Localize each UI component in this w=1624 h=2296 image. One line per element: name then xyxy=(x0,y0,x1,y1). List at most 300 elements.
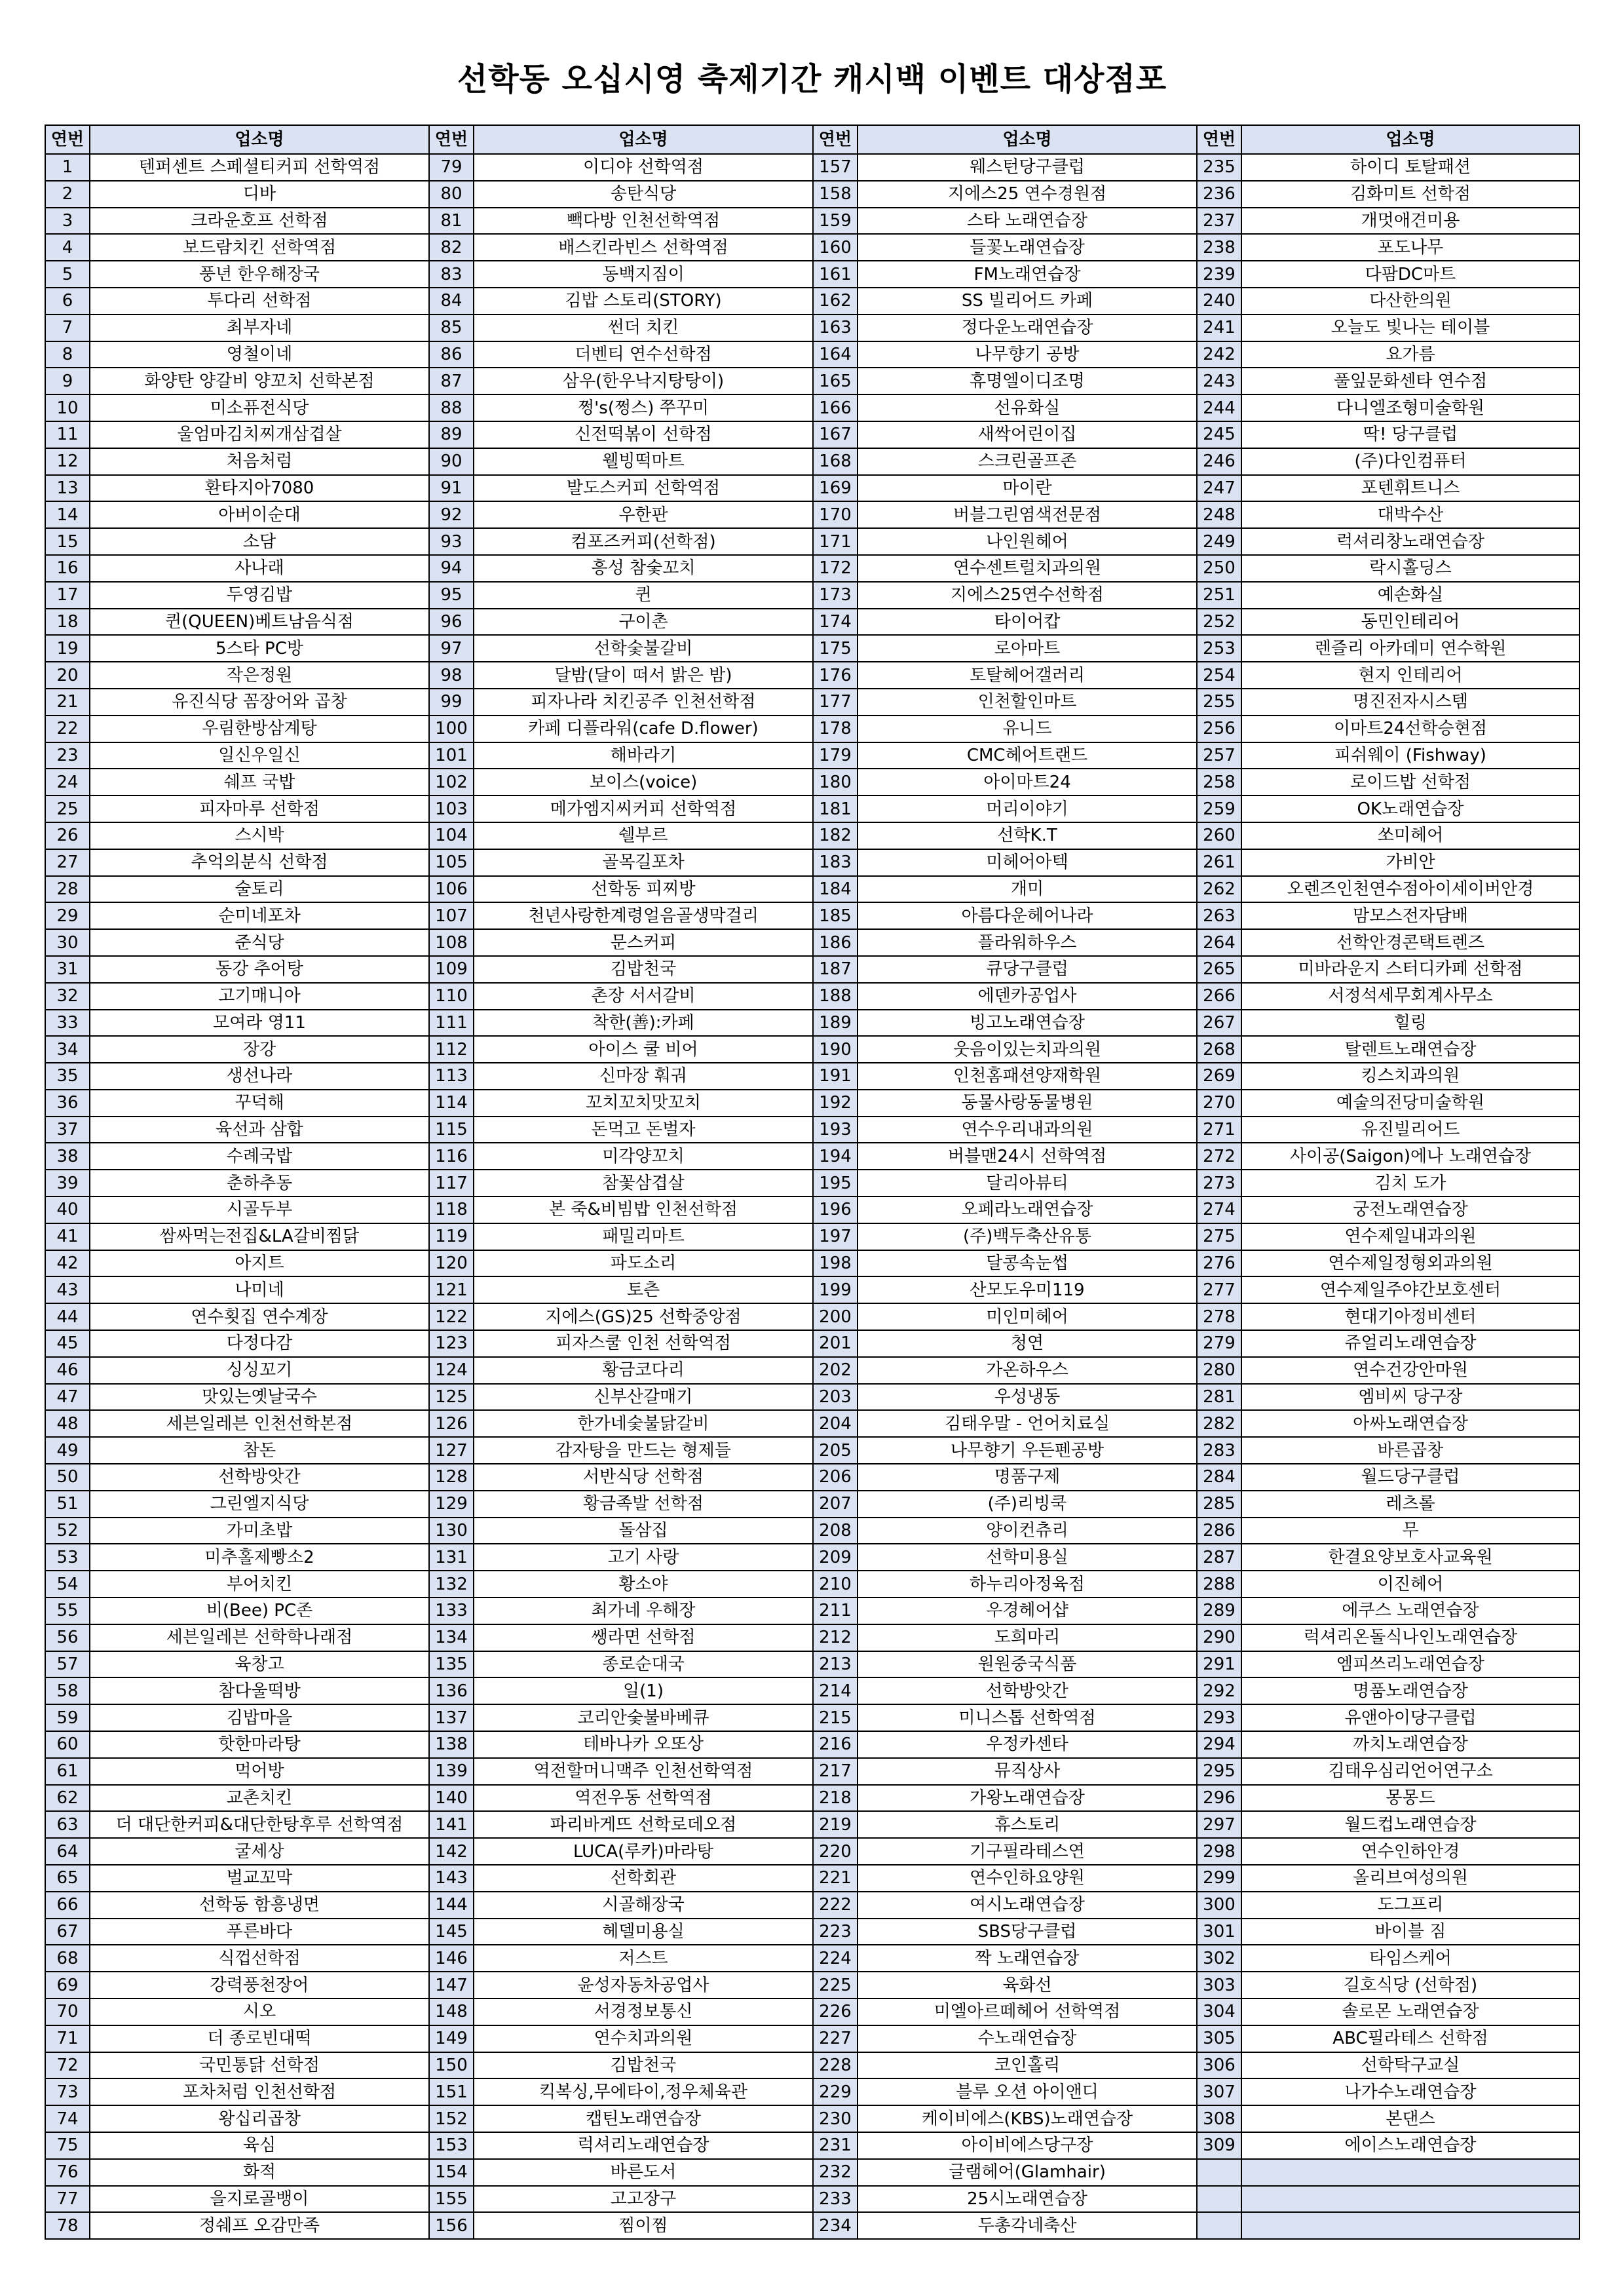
store-name: 유니드 xyxy=(858,716,1197,742)
store-name: 하누리아정육점 xyxy=(858,1571,1197,1598)
store-name: 이디야 선학역점 xyxy=(474,154,813,181)
store-number: 192 xyxy=(813,1090,858,1117)
store-number: 226 xyxy=(813,1999,858,2025)
store-number: 238 xyxy=(1197,234,1241,261)
store-number: 48 xyxy=(45,1410,90,1437)
store-name: 연수제일정형외과의원 xyxy=(1241,1250,1579,1277)
store-number: 2 xyxy=(45,181,90,208)
store-number: 159 xyxy=(813,208,858,235)
store-name: 미헤어아텍 xyxy=(858,849,1197,876)
store-name: 미인미헤어 xyxy=(858,1303,1197,1330)
table-row xyxy=(45,716,1579,742)
store-name: 로아마트 xyxy=(858,635,1197,662)
store-name: 선학방앗간 xyxy=(858,1677,1197,1704)
store-number: 307 xyxy=(1197,2078,1241,2105)
store-name: 나가수노래연습장 xyxy=(1241,2078,1579,2105)
store-number: 142 xyxy=(429,1838,474,1865)
store-name: 김화미트 선학점 xyxy=(1241,181,1579,208)
store-name: SS 빌리어드 카페 xyxy=(858,288,1197,315)
store-name: 패밀리마트 xyxy=(474,1223,813,1250)
store-name: 선학K.T xyxy=(858,822,1197,849)
store-name: 선학안경콘택트렌즈 xyxy=(1241,929,1579,956)
store-number: 15 xyxy=(45,528,90,555)
store-name: 에덴카공업사 xyxy=(858,983,1197,1010)
store-name: 보드람치킨 선학역점 xyxy=(90,234,429,261)
store-name: 다니엘조형미술학원 xyxy=(1241,394,1579,421)
store-number: 17 xyxy=(45,582,90,609)
store-number: 284 xyxy=(1197,1464,1241,1491)
table-row xyxy=(45,1919,1579,1945)
store-number: 259 xyxy=(1197,795,1241,822)
table-row xyxy=(45,1651,1579,1678)
store-name: 연수횟집 연수계장 xyxy=(90,1303,429,1330)
store-name: 돌삼집 xyxy=(474,1518,813,1544)
table-row xyxy=(45,1170,1579,1196)
store-name: 무 xyxy=(1241,1518,1579,1544)
store-number: 56 xyxy=(45,1624,90,1651)
store-number: 82 xyxy=(429,234,474,261)
table-row xyxy=(45,1972,1579,1999)
store-number: 87 xyxy=(429,368,474,394)
store-number: 52 xyxy=(45,1518,90,1544)
table-row xyxy=(45,1677,1579,1704)
store-name: 청연 xyxy=(858,1330,1197,1357)
store-number: 80 xyxy=(429,181,474,208)
table-row xyxy=(45,1223,1579,1250)
store-number: 73 xyxy=(45,2078,90,2105)
table-row xyxy=(45,1090,1579,1117)
store-name: 아이비에스당구장 xyxy=(858,2132,1197,2159)
store-number: 3 xyxy=(45,208,90,235)
store-number: 273 xyxy=(1197,1170,1241,1196)
store-number: 161 xyxy=(813,261,858,288)
store-number: 174 xyxy=(813,609,858,636)
store-number: 190 xyxy=(813,1036,858,1063)
store-name: 시오 xyxy=(90,1999,429,2025)
store-name: 요가름 xyxy=(1241,341,1579,368)
store-name: 웰빙떡마트 xyxy=(474,448,813,475)
store-number: 232 xyxy=(813,2159,858,2186)
store-number: 202 xyxy=(813,1357,858,1384)
store-number: 219 xyxy=(813,1811,858,1838)
store-number: 242 xyxy=(1197,341,1241,368)
table-row xyxy=(45,956,1579,983)
store-name: 딱! 당구클럽 xyxy=(1241,421,1579,448)
store-name: 솔로몬 노래연습장 xyxy=(1241,1999,1579,2025)
store-number: 127 xyxy=(429,1437,474,1464)
store-number: 229 xyxy=(813,2078,858,2105)
store-number: 121 xyxy=(429,1276,474,1303)
store-number: 167 xyxy=(813,421,858,448)
table-row xyxy=(45,368,1579,394)
store-name: 머리이야기 xyxy=(858,795,1197,822)
store-name: 왕십리곱창 xyxy=(90,2105,429,2132)
store-name: 최부자네 xyxy=(90,315,429,341)
table-row xyxy=(45,1010,1579,1037)
store-number: 245 xyxy=(1197,421,1241,448)
store-name: 바이블 짐 xyxy=(1241,1919,1579,1945)
table-row xyxy=(45,288,1579,315)
store-name: 스크린골프존 xyxy=(858,448,1197,475)
store-number: 299 xyxy=(1197,1865,1241,1892)
store-number: 92 xyxy=(429,501,474,528)
store-name: 나미네 xyxy=(90,1276,429,1303)
store-number: 53 xyxy=(45,1544,90,1571)
store-name: 서반식당 선학점 xyxy=(474,1464,813,1491)
table-row xyxy=(45,1598,1579,1624)
store-number: 283 xyxy=(1197,1437,1241,1464)
empty-cell xyxy=(1197,2159,1241,2186)
store-name: 벌교꼬막 xyxy=(90,1865,429,1892)
store-number: 287 xyxy=(1197,1544,1241,1571)
store-number: 211 xyxy=(813,1598,858,1624)
store-number: 134 xyxy=(429,1624,474,1651)
store-name: 이마트24선학승현점 xyxy=(1241,716,1579,742)
table-row xyxy=(45,769,1579,795)
store-number: 164 xyxy=(813,341,858,368)
store-name: (주)리빙쿡 xyxy=(858,1491,1197,1518)
store-number: 246 xyxy=(1197,448,1241,475)
store-number: 36 xyxy=(45,1090,90,1117)
store-name: 육심 xyxy=(90,2132,429,2159)
store-name: 피자스쿨 인천 선학역점 xyxy=(474,1330,813,1357)
store-number: 133 xyxy=(429,1598,474,1624)
store-number: 113 xyxy=(429,1063,474,1090)
store-number: 266 xyxy=(1197,983,1241,1010)
table-row xyxy=(45,902,1579,929)
store-number: 180 xyxy=(813,769,858,795)
store-number: 42 xyxy=(45,1250,90,1277)
table-row xyxy=(45,795,1579,822)
store-name: 연수제일내과의원 xyxy=(1241,1223,1579,1250)
store-number: 67 xyxy=(45,1919,90,1945)
store-name: 뮤직상사 xyxy=(858,1758,1197,1785)
store-name: 휴스토리 xyxy=(858,1811,1197,1838)
store-name: 고기 사랑 xyxy=(474,1544,813,1571)
store-name: 미니스톱 선학역점 xyxy=(858,1704,1197,1731)
store-number: 258 xyxy=(1197,769,1241,795)
table-row xyxy=(45,983,1579,1010)
store-number: 263 xyxy=(1197,902,1241,929)
store-name: 쌩라면 선학점 xyxy=(474,1624,813,1651)
store-number: 198 xyxy=(813,1250,858,1277)
store-number: 296 xyxy=(1197,1785,1241,1812)
store-name: 토탈헤어갤러리 xyxy=(858,662,1197,689)
store-name: 육화선 xyxy=(858,1972,1197,1999)
store-name: 신부산갈매기 xyxy=(474,1384,813,1411)
store-name: 썬더 치킨 xyxy=(474,315,813,341)
store-number: 249 xyxy=(1197,528,1241,555)
store-name: 럭셔리창노래연습장 xyxy=(1241,528,1579,555)
empty-cell xyxy=(1241,2159,1579,2186)
store-name: 유진빌리어드 xyxy=(1241,1117,1579,1143)
store-number: 179 xyxy=(813,742,858,769)
store-number: 186 xyxy=(813,929,858,956)
store-number: 1 xyxy=(45,154,90,181)
store-name: 쏘미헤어 xyxy=(1241,822,1579,849)
store-name: 포차처럼 인천선학점 xyxy=(90,2078,429,2105)
store-name: 코리안숯불바베큐 xyxy=(474,1704,813,1731)
store-name: 미엘아르떼헤어 선학역점 xyxy=(858,1999,1197,2025)
store-number: 240 xyxy=(1197,288,1241,315)
store-name: 쉐프 국밥 xyxy=(90,769,429,795)
store-number: 213 xyxy=(813,1651,858,1678)
store-number: 128 xyxy=(429,1464,474,1491)
store-number: 26 xyxy=(45,822,90,849)
store-number: 12 xyxy=(45,448,90,475)
table-body xyxy=(45,154,1579,2239)
store-name: 5스타 PC방 xyxy=(90,635,429,662)
store-name: 김밥천국 xyxy=(474,956,813,983)
store-name: 강력풍천장어 xyxy=(90,1972,429,1999)
store-name: 연수치과의원 xyxy=(474,2025,813,2052)
store-number: 272 xyxy=(1197,1143,1241,1170)
store-number: 136 xyxy=(429,1677,474,1704)
store-name: 시골해장국 xyxy=(474,1892,813,1919)
store-name: 순미네포차 xyxy=(90,902,429,929)
store-name: 수례국밥 xyxy=(90,1143,429,1170)
store-name: 비(Bee) PC존 xyxy=(90,1598,429,1624)
store-number: 305 xyxy=(1197,2025,1241,2052)
store-number: 291 xyxy=(1197,1651,1241,1678)
store-number: 111 xyxy=(429,1010,474,1037)
store-name: 오페라노래연습장 xyxy=(858,1196,1197,1223)
store-name: 연수건강안마원 xyxy=(1241,1357,1579,1384)
store-number: 203 xyxy=(813,1384,858,1411)
table-row xyxy=(45,1838,1579,1865)
store-number: 126 xyxy=(429,1410,474,1437)
store-number: 300 xyxy=(1197,1892,1241,1919)
store-number: 13 xyxy=(45,475,90,502)
store-name: 투다리 선학점 xyxy=(90,288,429,315)
store-name: 생선나라 xyxy=(90,1063,429,1090)
store-name: 개멋애견미용 xyxy=(1241,208,1579,235)
table-header-row xyxy=(45,125,1579,154)
store-number: 50 xyxy=(45,1464,90,1491)
store-number: 27 xyxy=(45,849,90,876)
store-number: 58 xyxy=(45,1677,90,1704)
store-number: 131 xyxy=(429,1544,474,1571)
store-number: 23 xyxy=(45,742,90,769)
store-number: 115 xyxy=(429,1117,474,1143)
store-number: 7 xyxy=(45,315,90,341)
store-number: 31 xyxy=(45,956,90,983)
store-name: 인천할인마트 xyxy=(858,689,1197,716)
store-name: 나인원헤어 xyxy=(858,528,1197,555)
store-name: 춘하추동 xyxy=(90,1170,429,1196)
store-number: 76 xyxy=(45,2159,90,2186)
store-name: 럭셔리노래연습장 xyxy=(474,2132,813,2159)
store-name: 타임스케어 xyxy=(1241,1945,1579,1972)
store-number: 199 xyxy=(813,1276,858,1303)
store-name: 케이비에스(KBS)노래연습장 xyxy=(858,2105,1197,2132)
store-name: 저스트 xyxy=(474,1945,813,1972)
store-number: 195 xyxy=(813,1170,858,1196)
store-name: 일신우일신 xyxy=(90,742,429,769)
store-name: 길호식당 (선학점) xyxy=(1241,1972,1579,1999)
store-name: 쉘부르 xyxy=(474,822,813,849)
store-number: 4 xyxy=(45,234,90,261)
store-number: 294 xyxy=(1197,1731,1241,1758)
store-name: 한가네숯불닭갈비 xyxy=(474,1410,813,1437)
store-name: 카페 디플라워(cafe D.flower) xyxy=(474,716,813,742)
store-name: 캡틴노래연습장 xyxy=(474,2105,813,2132)
store-name: 가온하우스 xyxy=(858,1357,1197,1384)
store-name: 아지트 xyxy=(90,1250,429,1277)
store-name: 큐당구클럽 xyxy=(858,956,1197,983)
store-name: 미소퓨전식당 xyxy=(90,394,429,421)
store-name: 오렌즈인천연수점아이세이버안경 xyxy=(1241,876,1579,903)
store-number: 289 xyxy=(1197,1598,1241,1624)
store-name: 맘모스전자담배 xyxy=(1241,902,1579,929)
empty-cell xyxy=(1197,2186,1241,2213)
store-name: 명품노래연습장 xyxy=(1241,1677,1579,1704)
store-name: 렌즐리 아카데미 연수학원 xyxy=(1241,635,1579,662)
store-name: 김밥마을 xyxy=(90,1704,429,1731)
store-name: 나무향기 우든펜공방 xyxy=(858,1437,1197,1464)
table-row xyxy=(45,555,1579,582)
store-name: 탈렌트노래연습장 xyxy=(1241,1036,1579,1063)
store-number: 39 xyxy=(45,1170,90,1196)
store-name: 김치 도가 xyxy=(1241,1170,1579,1196)
table-row xyxy=(45,234,1579,261)
store-number: 223 xyxy=(813,1919,858,1945)
store-number: 215 xyxy=(813,1704,858,1731)
store-number: 214 xyxy=(813,1677,858,1704)
store-number: 47 xyxy=(45,1384,90,1411)
store-name: 달콩속눈썹 xyxy=(858,1250,1197,1277)
store-name: 배스킨라빈스 선학역점 xyxy=(474,234,813,261)
table-row xyxy=(45,1276,1579,1303)
store-name: 식껍선학점 xyxy=(90,1945,429,1972)
store-number: 148 xyxy=(429,1999,474,2025)
store-number: 135 xyxy=(429,1651,474,1678)
store-name: 감자탕을 만드는 형제들 xyxy=(474,1437,813,1464)
store-name: 파리바게뜨 선학로데오점 xyxy=(474,1811,813,1838)
store-name: 대박수산 xyxy=(1241,501,1579,528)
table-row xyxy=(45,421,1579,448)
store-name: 25시노래연습장 xyxy=(858,2186,1197,2213)
store-name: 수노래연습장 xyxy=(858,2025,1197,2052)
store-name: 지에스25연수선학점 xyxy=(858,582,1197,609)
store-number: 173 xyxy=(813,582,858,609)
store-number: 86 xyxy=(429,341,474,368)
store-name: 크라운호프 선학점 xyxy=(90,208,429,235)
store-name: 더벤티 연수선학점 xyxy=(474,341,813,368)
store-number: 176 xyxy=(813,662,858,689)
store-number: 24 xyxy=(45,769,90,795)
col-header-name: 업소명 xyxy=(858,125,1197,154)
store-name: 도희마리 xyxy=(858,1624,1197,1651)
store-number: 309 xyxy=(1197,2132,1241,2159)
store-name: 화적 xyxy=(90,2159,429,2186)
store-number: 281 xyxy=(1197,1384,1241,1411)
store-number: 40 xyxy=(45,1196,90,1223)
store-name: 쥬얼리노래연습장 xyxy=(1241,1330,1579,1357)
table-row xyxy=(45,822,1579,849)
store-number: 81 xyxy=(429,208,474,235)
store-number: 308 xyxy=(1197,2105,1241,2132)
store-name: 지에스(GS)25 선학중앙점 xyxy=(474,1303,813,1330)
store-number: 69 xyxy=(45,1972,90,1999)
store-number: 209 xyxy=(813,1544,858,1571)
store-number: 57 xyxy=(45,1651,90,1678)
store-number: 268 xyxy=(1197,1036,1241,1063)
store-number: 8 xyxy=(45,341,90,368)
table-row xyxy=(45,208,1579,235)
store-number: 146 xyxy=(429,1945,474,1972)
store-name: 엠비씨 당구장 xyxy=(1241,1384,1579,1411)
store-number: 235 xyxy=(1197,154,1241,181)
table-row xyxy=(45,1945,1579,1972)
store-number: 254 xyxy=(1197,662,1241,689)
store-number: 197 xyxy=(813,1223,858,1250)
store-number: 160 xyxy=(813,234,858,261)
store-name: 월드컵노래연습장 xyxy=(1241,1811,1579,1838)
store-name: 기구필라테스연 xyxy=(858,1838,1197,1865)
store-name: 모여라 영11 xyxy=(90,1010,429,1037)
table-row xyxy=(45,1410,1579,1437)
store-number: 5 xyxy=(45,261,90,288)
store-number: 216 xyxy=(813,1731,858,1758)
store-name: 버블맨24시 선학역점 xyxy=(858,1143,1197,1170)
store-name: 유진식당 꼼장어와 곱창 xyxy=(90,689,429,716)
store-name: 미각양꼬치 xyxy=(474,1143,813,1170)
table-row xyxy=(45,582,1579,609)
store-number: 22 xyxy=(45,716,90,742)
store-number: 166 xyxy=(813,394,858,421)
store-number: 282 xyxy=(1197,1410,1241,1437)
store-number: 11 xyxy=(45,421,90,448)
store-number: 114 xyxy=(429,1090,474,1117)
table-row xyxy=(45,528,1579,555)
store-number: 201 xyxy=(813,1330,858,1357)
store-name: 육창고 xyxy=(90,1651,429,1678)
store-number: 143 xyxy=(429,1865,474,1892)
store-name: 퀸 xyxy=(474,582,813,609)
store-table xyxy=(45,124,1580,2240)
store-name: 황소야 xyxy=(474,1571,813,1598)
store-name: 해바라기 xyxy=(474,742,813,769)
store-number: 275 xyxy=(1197,1223,1241,1250)
store-number: 295 xyxy=(1197,1758,1241,1785)
store-name: 구이촌 xyxy=(474,609,813,636)
store-number: 97 xyxy=(429,635,474,662)
store-number: 204 xyxy=(813,1410,858,1437)
store-number: 19 xyxy=(45,635,90,662)
store-number: 139 xyxy=(429,1758,474,1785)
store-number: 250 xyxy=(1197,555,1241,582)
store-number: 94 xyxy=(429,555,474,582)
store-name: 동백지짐이 xyxy=(474,261,813,288)
store-name: 참다울떡방 xyxy=(90,1677,429,1704)
store-name: 아이스 쿨 비어 xyxy=(474,1036,813,1063)
store-name: 신전떡볶이 선학점 xyxy=(474,421,813,448)
store-name: 연수센트럴치과의원 xyxy=(858,555,1197,582)
store-number: 218 xyxy=(813,1785,858,1812)
store-name: 가왕노래연습장 xyxy=(858,1785,1197,1812)
store-name: 유앤아이당구클럽 xyxy=(1241,1704,1579,1731)
store-number: 187 xyxy=(813,956,858,983)
store-name: 찜이찜 xyxy=(474,2212,813,2239)
store-number: 234 xyxy=(813,2212,858,2239)
store-name: 착한(善):카페 xyxy=(474,1010,813,1037)
table-row xyxy=(45,501,1579,528)
store-name: 김태우심리언어연구소 xyxy=(1241,1758,1579,1785)
table-row xyxy=(45,1704,1579,1731)
store-name: 동물사랑동물병원 xyxy=(858,1090,1197,1117)
store-number: 153 xyxy=(429,2132,474,2159)
